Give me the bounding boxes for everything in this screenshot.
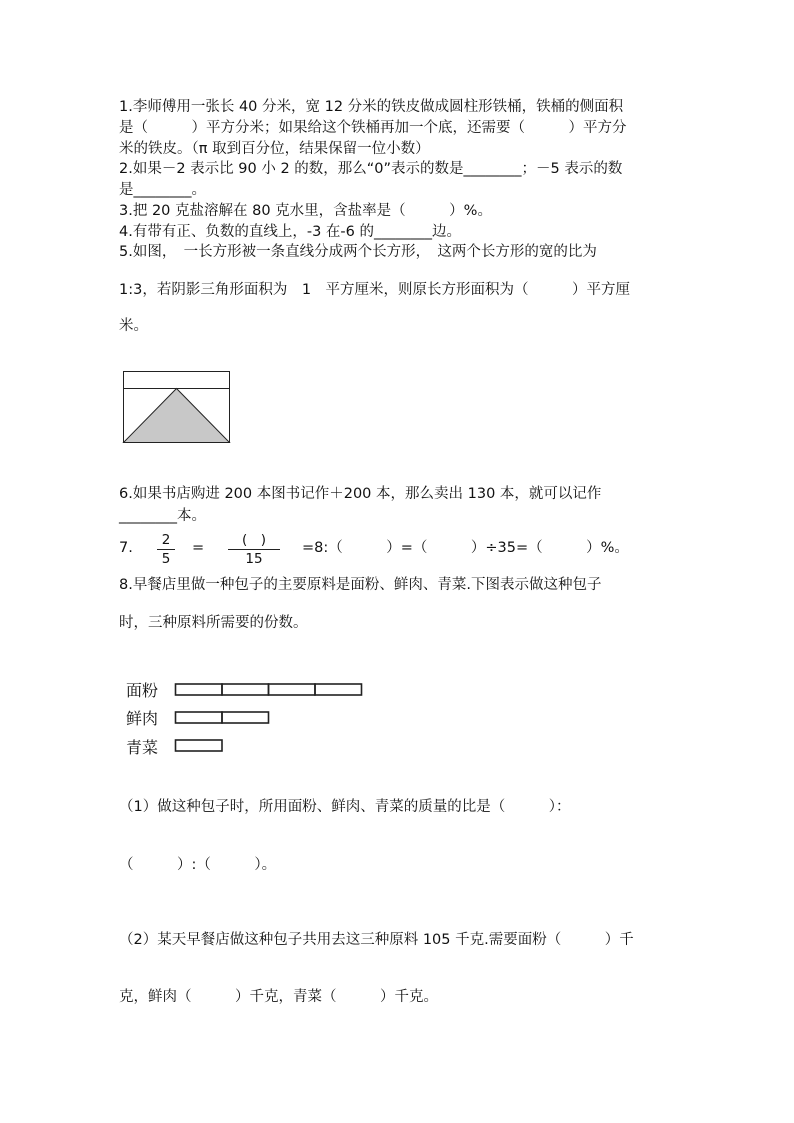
q5-line3: 米。 — [119, 318, 148, 334]
q5-line2: 1:3，若阴影三角形面积为 1 平方厘米，则原长方形面积为（ ）平方厘 — [119, 282, 631, 298]
q8-line1: 8.早餐店里做一种包子的主要原料是面粉、鲜肉、青菜.下图表示做这种包子 — [119, 577, 602, 593]
q6-line2: ________本。 — [119, 508, 206, 524]
q7-frac1-bar — [157, 549, 175, 550]
q7-number: 7. — [119, 540, 133, 556]
q4-line1: 4.有带有正、负数的直线上，-3 在-6 的________边。 — [119, 224, 461, 240]
flour-part-2 — [222, 684, 269, 695]
shaded-triangle — [124, 389, 230, 443]
flour-part-1 — [176, 684, 223, 695]
q7-frac2-denominator: 15 — [245, 551, 263, 567]
q7-fraction-2 — [228, 532, 280, 567]
q1-line1: 1.李师傅用一张长 40 分米，宽 12 分米的铁皮做成圆柱形铁桶，铁桶的侧面积 — [119, 99, 624, 115]
q3-line1: 3.把 20 克盐溶解在 80 克水里，含盐率是（ ）%。 — [119, 203, 492, 219]
q7-equals: = — [192, 540, 205, 556]
q8-line2: 时，三种原料所需要的份数。 — [119, 615, 308, 631]
q7-frac2-numerator: ( ) — [241, 532, 267, 548]
flour-part-3 — [269, 684, 316, 695]
q7-rest: =8:（ ）=（ ）÷35=（ ）%。 — [302, 540, 629, 556]
vegetable-label: 青菜 — [126, 738, 159, 757]
q1-line2: 是（ ）平方分米；如果给这个铁桶再加一个底，还需要（ ）平方分 — [119, 120, 627, 136]
q8-part-bars — [175, 680, 365, 750]
meat-part-1 — [176, 712, 223, 723]
q5-line1: 5.如图， 一长方形被一条直线分成两个长方形， 这两个长方形的宽的比为 — [119, 244, 597, 260]
q8-sub2-line1: （2）某天早餐店做这种包子共用去这三种原料 105 千克.需要面粉（ ）千 — [119, 932, 634, 948]
q7-frac1-denominator: 5 — [161, 551, 171, 567]
q7-frac2-bar — [228, 549, 280, 550]
q8-sub1-line2: （ ）:（ ）。 — [119, 857, 277, 873]
q1-line3: 米的铁皮。（π 取到百分位，结果保留一位小数） — [119, 141, 430, 157]
q2-line2: 是________。 — [119, 182, 206, 198]
q8-sub1-line1: （1）做这种包子时，所用面粉、鲜肉、青菜的质量的比是（ ）： — [119, 799, 571, 815]
flour-label: 面粉 — [126, 681, 159, 700]
q2-line1: 2.如果－2 表示比 90 小 2 的数，那么“0”表示的数是________；－5 表示的数 — [119, 161, 623, 177]
q7-frac1-numerator: 2 — [161, 532, 171, 548]
flour-part-4 — [315, 684, 362, 695]
vegetable-part-1 — [176, 740, 223, 751]
q5-rectangle-figure — [123, 371, 230, 443]
q6-line1: 6.如果书店购进 200 本图书记作＋200 本，那么卖出 130 本，就可以记作 — [119, 486, 602, 502]
meat-label: 鲜肉 — [126, 709, 159, 728]
q7-fraction-1 — [157, 532, 175, 567]
meat-part-2 — [222, 712, 269, 723]
q8-sub2-line2: 克，鲜肉（ ）千克，青菜（ ）千克。 — [119, 989, 438, 1005]
